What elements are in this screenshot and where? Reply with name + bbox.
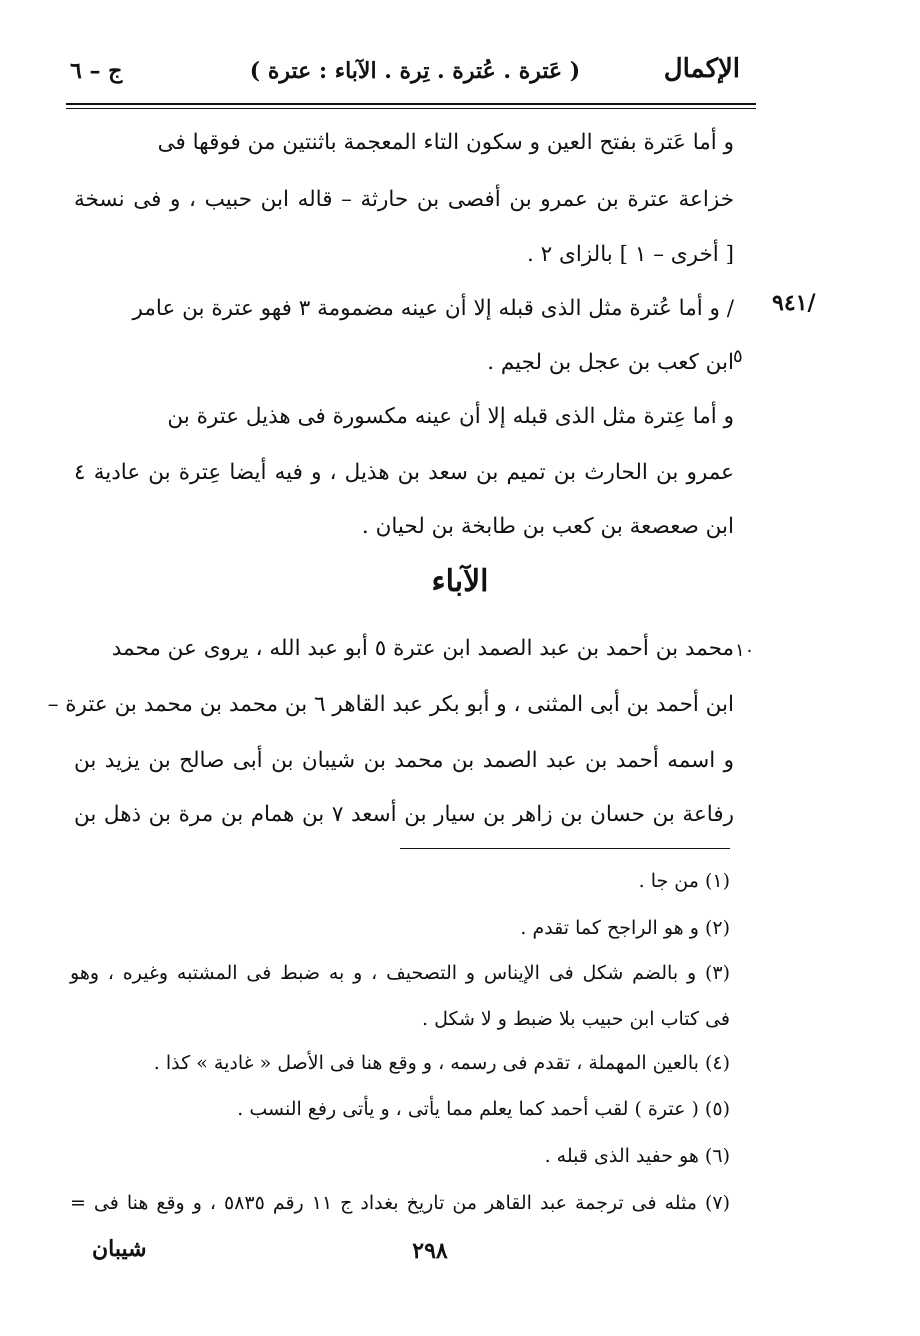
header-rule-thin: [66, 108, 756, 109]
footnote-rule: [400, 848, 730, 849]
footnote: فى كتاب ابن حبيب بلا ضبط و لا شكل .: [421, 1008, 730, 1030]
footnote: (١) من جا .: [638, 870, 730, 892]
running-head: ( عَترة . عُترة . تِرة . الآباء : عترة ): [249, 58, 581, 84]
section-line: رفاعة بن حسان بن زاهر بن سيار بن أسعد ٧ بن همام بن مرة بن ذهل بن: [74, 802, 734, 827]
page-number: ٢٩٨: [412, 1238, 448, 1264]
body-line: خزاعة عترة بن عمرو بن أفصى بن حارثة – قاله ابن حبيب ، و فى نسخة: [74, 187, 734, 212]
footnote: (٣) و بالضم شكل فى الإيناس و التصحيف ، و به ضبط فى المشتبه وغيره ، وهو: [70, 962, 730, 984]
footnote: (٥) ( عترة ) لقب أحمد كما يعلم مما يأتى ، و يأتى رفع النسب .: [237, 1098, 730, 1120]
line-number: ١٠: [735, 640, 755, 661]
section-title: الآباء: [431, 564, 489, 599]
header-rule: [66, 103, 756, 105]
footnote: (٤) بالعين المهملة ، تقدم فى رسمه ، و وقع هنا فى الأصل « غادية » كذا .: [153, 1052, 730, 1074]
section-line: محمد بن أحمد بن عبد الصمد ابن عترة ٥ أبو عبد الله ، يروى عن محمد: [111, 636, 734, 661]
line-number: ٥: [733, 346, 743, 367]
footnote: (٧) مثله فى ترجمة عبد القاهر من تاريخ بغداد ج ١١ رقم ٥٨٣٥ ، و وقع هنا فى =: [70, 1192, 731, 1214]
body-line: / و أما عُترة مثل الذى قبله إلا أن عينه مضمومة ٣ فهو عترة بن عامر: [132, 296, 734, 321]
body-line: و أما عَترة بفتح العين و سكون التاء المعجمة باثنتين من فوقها فى: [157, 130, 734, 155]
body-line: عمرو بن الحارث بن تميم بن سعد بن هذيل ، و فيه أيضا عِترة بن عادية ٤: [74, 460, 734, 485]
margin-entry-number: /٩٤١: [772, 290, 816, 316]
catchword: شيبان: [92, 1236, 147, 1262]
body-line: و أما عِترة مثل الذى قبله إلا أن عينه مكسورة فى هذيل عترة بن: [167, 404, 734, 429]
footnote: (٦) هو حفيد الذى قبله .: [544, 1145, 730, 1167]
section-line: ابن أحمد بن أبى المثنى ، و أبو بكر عبد القاهر ٦ بن محمد بن محمد بن عترة –: [47, 692, 734, 717]
book-title: الإكمال: [663, 54, 740, 84]
section-line: و اسمه أحمد بن عبد الصمد بن محمد بن شيبان بن أبى صالح بن يزيد بن: [74, 748, 734, 773]
body-line: [ أخرى – ١ ] بالزاى ٢ .: [526, 242, 734, 267]
body-line: ابن كعب بن عجل بن لجيم .: [487, 350, 734, 375]
footnote: (٢) و هو الراجح كما تقدم .: [520, 917, 730, 939]
volume-label: ج – ٦: [70, 58, 123, 84]
body-line: ابن صعصعة بن كعب بن طابخة بن لحيان .: [361, 514, 734, 539]
